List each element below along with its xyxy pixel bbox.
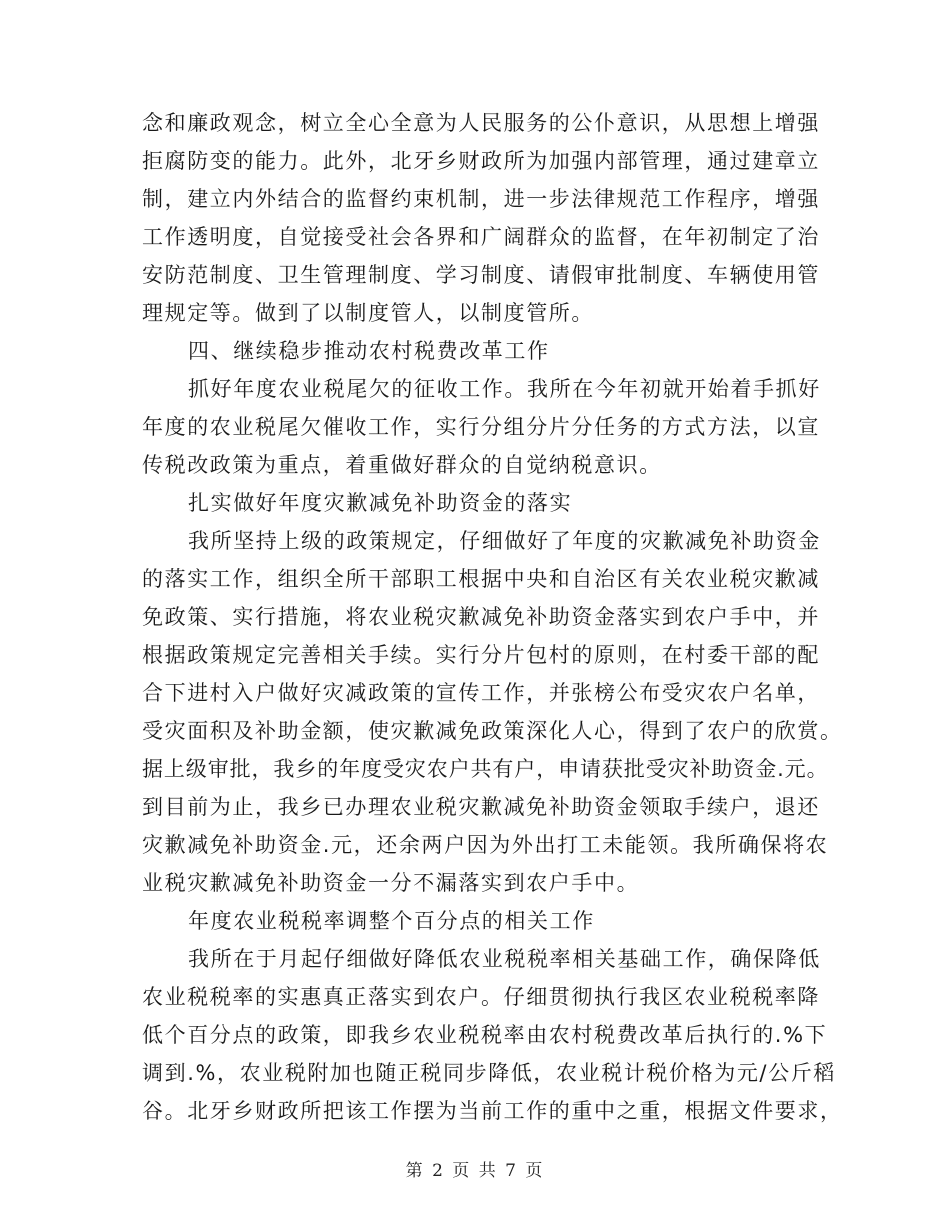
paragraph-line: 念和廉政观念，树立全心全意为人民服务的公仆意识，从思想上增强 xyxy=(142,111,820,135)
paragraph-line: 到目前为止，我乡已办理农业税灾歉减免补助资金领取手续户，退还 xyxy=(142,795,820,819)
paragraph-line: 年度的农业税尾欠催收工作，实行分组分片分任务的方式方法，以宣 xyxy=(142,415,820,439)
paragraph-line: 理规定等。做到了以制度管人，以制度管所。 xyxy=(142,301,594,325)
paragraph-line: 业税灾歉减免补助资金一分不漏落实到农户手中。 xyxy=(142,871,640,895)
paragraph-line: 安防范制度、卫生管理制度、学习制度、请假审批制度、车辆使用管 xyxy=(142,263,820,287)
paragraph-line: 的落实工作，组织全所干部职工根据中央和自治区有关农业税灾歉减 xyxy=(142,567,820,591)
section-heading: 四、继续稳步推动农村税费改革工作 xyxy=(188,339,550,363)
paragraph-line: 受灾面积及补助金额，使灾歉减免政策深化人心，得到了农户的欣赏。 xyxy=(142,719,843,743)
paragraph-line: 据上级审批，我乡的年度受灾农户共有户，申请获批受灾补助资金.元。 xyxy=(142,757,829,781)
paragraph-line: 工作透明度，自觉接受社会各界和广阔群众的监督，在年初制定了治 xyxy=(142,225,820,249)
paragraph-line: 抓好年度农业税尾欠的征收工作。我所在今年初就开始着手抓好 xyxy=(188,377,821,401)
paragraph-line: 农业税税率的实惠真正落实到农户。仔细贯彻执行我区农业税税率降 xyxy=(142,985,820,1009)
paragraph-line: 调到.%，农业税附加也随正税同步降低，农业税计税价格为元/公斤稻 xyxy=(142,1061,836,1085)
paragraph-line: 合下进村入户做好灾减政策的宣传工作，并张榜公布受灾农户名单， xyxy=(142,681,820,705)
subsection-heading: 扎实做好年度灾歉减免补助资金的落实 xyxy=(188,491,573,515)
paragraph-line: 我所在于月起仔细做好降低农业税税率相关基础工作，确保降低 xyxy=(188,947,821,971)
paragraph-line: 我所坚持上级的政策规定，仔细做好了年度的灾歉减免补助资金 xyxy=(188,529,821,553)
paragraph-line: 谷。北牙乡财政所把该工作摆为当前工作的重中之重，根据文件要求， xyxy=(142,1099,843,1123)
paragraph-line: 根据政策规定完善相关手续。实行分片包村的原则，在村委干部的配 xyxy=(142,643,820,667)
paragraph-line: 灾歉减免补助资金.元，还余两户因为外出打工未能领。我所确保将农 xyxy=(142,833,829,857)
subsection-heading: 年度农业税税率调整个百分点的相关工作 xyxy=(188,909,595,933)
paragraph-line: 传税改政策为重点，着重做好群众的自觉纳税意识。 xyxy=(142,453,662,477)
paragraph-line: 拒腐防变的能力。此外，北牙乡财政所为加强内部管理，通过建章立 xyxy=(142,149,820,173)
paragraph-line: 制，建立内外结合的监督约束机制，进一步法律规范工作程序，增强 xyxy=(142,187,820,211)
paragraph-line: 低个百分点的政策，即我乡农业税税率由农村税费改革后执行的.%下 xyxy=(142,1023,828,1047)
paragraph-line: 免政策、实行措施，将农业税灾歉减免补助资金落实到农户手中，并 xyxy=(142,605,820,629)
page-footer: 第 2 页 共 7 页 xyxy=(405,1161,545,1181)
